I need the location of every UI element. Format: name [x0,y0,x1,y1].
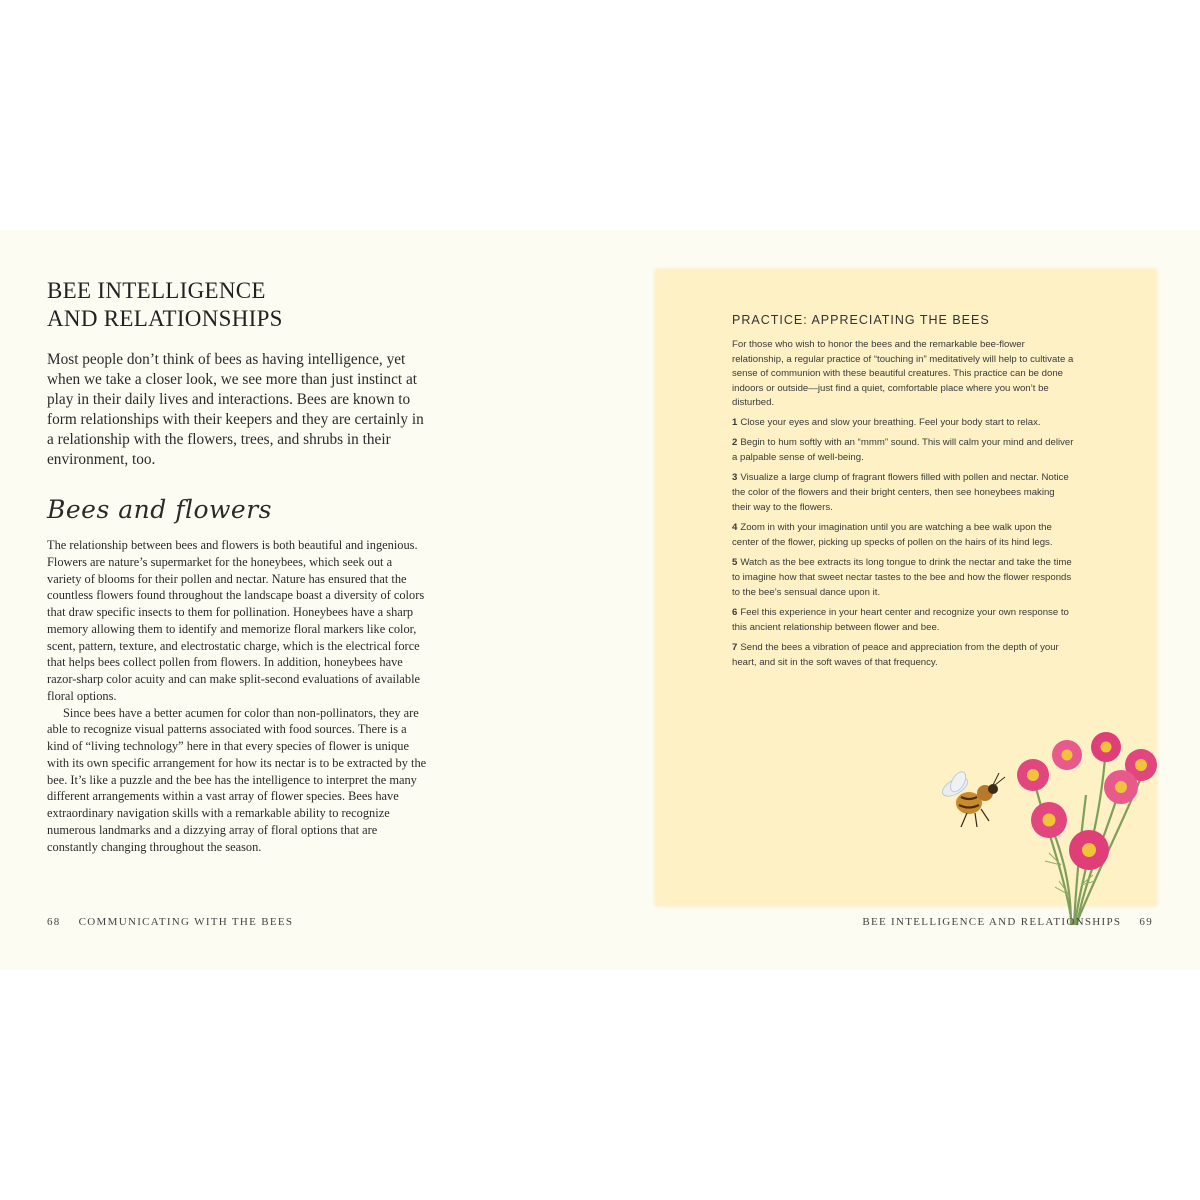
practice-step [732,521,1074,551]
book-spread [0,230,1200,970]
title-line-2: AND RELATIONSHIPS [47,306,283,331]
intro-paragraph: Most people don’t think of bees as having intelligence, yet when we take a closer look, we see more than just instinct at play in their daily lives and interactions. Bees are known to form relationships with their keepers and they are certainly in a relationship with the flowers, trees, and shrubs in their environment, too. [47,351,424,468]
flower-6 [1031,802,1067,838]
cosmos-flowers [1017,732,1157,870]
flower-2 [1052,740,1082,770]
left-running-head: COMMUNICATING WITH THE BEES [78,916,294,928]
flower-3 [1091,732,1121,762]
practice-steps [732,416,1074,676]
body-text [47,537,427,855]
step-text: Visualize a large clump of fragrant flowers filled with pollen and nectar. Notice the color of the flowers and their bright centers, then see honeybees making their way to the flowers. [732,472,1069,513]
chapter-title [47,277,487,333]
practice-sidebar [656,270,1156,905]
practice-step [732,416,1074,431]
right-page [600,230,1200,970]
step-number: 4 [732,522,738,534]
step-text: Begin to hum softly with an “mmm” sound. This will calm your mind and deliver a palpable sense of well-being. [732,437,1074,464]
bee-icon [939,769,1005,827]
right-running-head: BEE INTELLIGENCE AND RELATIONSHIPS [862,916,1122,928]
step-text: Feel this experience in your heart center and recognize your own response to this ancient relationship between flower and bee. [732,607,1069,634]
step-number: 7 [732,642,738,654]
practice-step [732,556,1074,600]
practice-step [732,641,1074,671]
section-subhead: Bees and flowers [47,495,272,524]
step-number: 5 [732,557,738,569]
left-page [0,230,600,970]
step-number: 3 [732,472,738,484]
right-folio [862,916,1153,928]
flower-1 [1017,759,1049,791]
step-text: Close your eyes and slow your breathing. Feel your body start to relax. [740,417,1041,428]
practice-step [732,606,1074,636]
flower-7 [1069,830,1109,870]
body-paragraph-2: Since bees have a better acumen for color than non-pollinators, they are able to recognize visual patterns associated with food sources. There is a kind of “living technology” here in that every species of flower is unique with its own specific arrangement for how its nectar is to be extracted by the bee. It’s like a puzzle and the bee has the intelligence to interpret the many different arrangements within a vast array of flower species. Bees have extraordinary navigation skills with a remarkable ability to recognize numerous landmarks and a dizzying array of floral options that are constantly changing throughout the season. [47,705,427,854]
body-paragraph-1: The relationship between bees and flowers is both beautiful and ingenious. Flowers are nature’s supermarket for the honeybees, which seek out a variety of blooms for their pollen and nectar. Nature has ensured that the countless flowers found throughout the landscape boast a diversity of colors that draw specific insects to them for pollination. Honeybees have a sharp memory allowing them to identify and memorize floral markers like color, scent, pattern, texture, and electrostatic charge, which is the electrical force that helps bees collect pollen from flowers. In addition, honeybees have razor-sharp color acuity and can make split-second evaluations of available floral options. [47,538,425,703]
left-folio [47,916,293,928]
step-number: 1 [732,417,738,428]
left-page-number: 68 [47,916,61,928]
title-line-1: BEE INTELLIGENCE [47,278,266,303]
step-text: Send the bees a vibration of peace and appreciation from the depth of your heart, and sit in the soft waves of that frequency. [732,642,1059,669]
step-text: Zoom in with your imagination until you are watching a bee walk upon the center of the flower, picking up specks of pollen on the hairs of its hind legs. [732,522,1053,549]
flower-5 [1104,770,1138,804]
step-text: Watch as the bee extracts its long tongue to drink the nectar and take the time to imagine how that sweet nectar tastes to the bee and how the flower responds to the bee’s sensual dance upon it. [732,557,1072,598]
practice-intro: For those who wish to honor the bees and the remarkable bee-flower relationship, a regular practice of “touching in” meditatively will help to cultivate a sense of communion with these beautiful creatures. This practice can be done indoors or outside—just find a quiet, comfortable place where you won’t be disturbed. [732,339,1074,408]
practice-step [732,471,1074,515]
practice-step [732,436,1074,466]
bee-and-cosmos-flowers-illustration [931,725,1191,935]
step-number: 6 [732,607,738,619]
step-number: 2 [732,437,738,449]
practice-heading: PRACTICE: APPRECIATING THE BEES [732,313,990,327]
right-page-number: 69 [1139,916,1153,928]
